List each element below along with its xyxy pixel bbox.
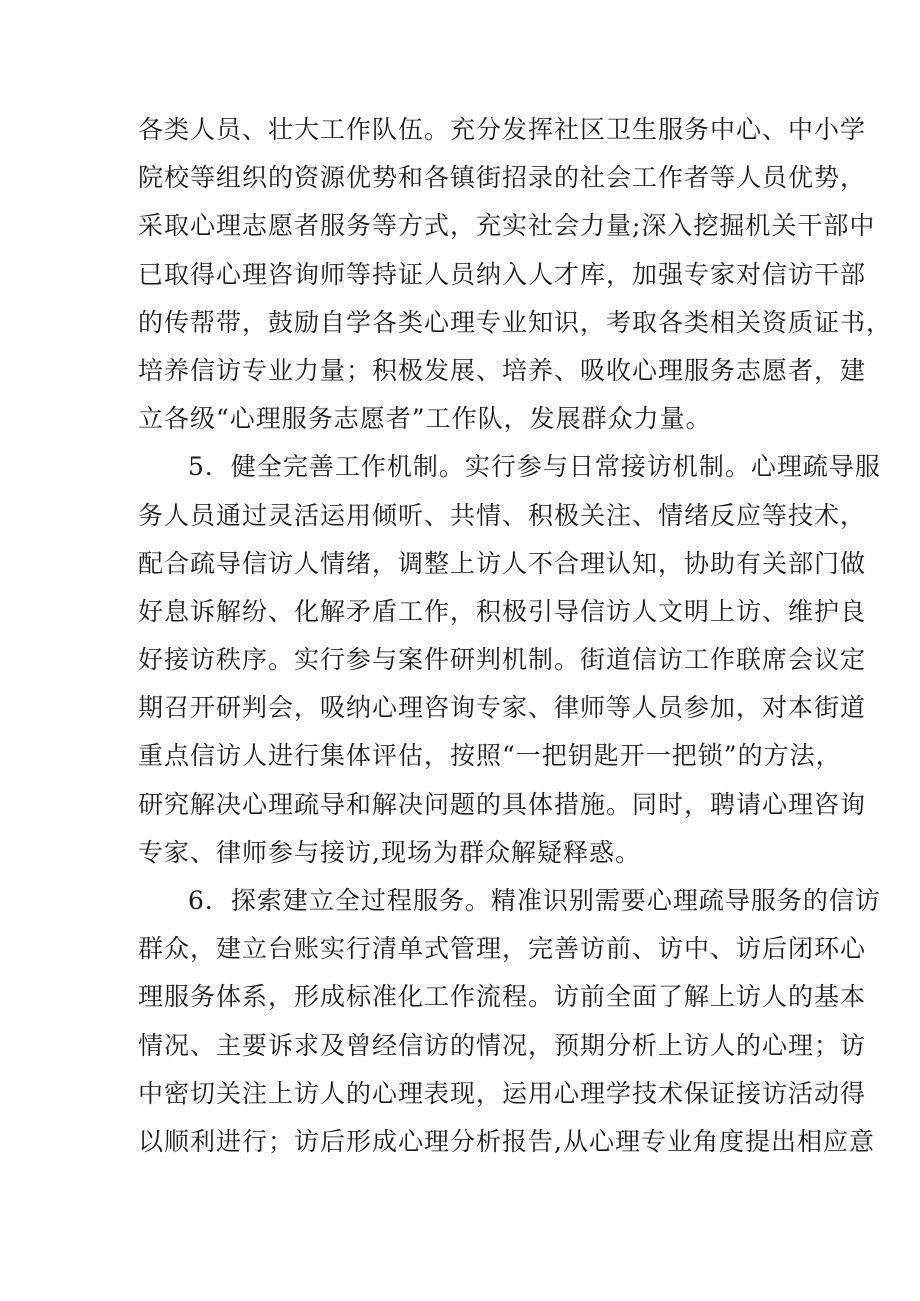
text-line: 研究解决心理疏导和解决问题的具体措施。同时，聘请心理咨询 (138, 789, 867, 819)
paragraph-5-heading-line: 5．健全完善工作机制。实行参与日常接访机制。心理疏导服 (188, 452, 881, 482)
text-line: 务人员通过灵活运用倾听、共情、积极关注、情绪反应等技术， (138, 500, 867, 530)
text-line: 配合疏导信访人情绪，调整上访人不合理认知，协助有关部门做 (138, 548, 867, 578)
text-line: 的传帮带，鼓励自学各类心理专业知识，考取各类相关资质证书， (138, 307, 893, 337)
text-line: 群众，建立台账实行清单式管理，完善访前、访中、访后闭环心 (138, 934, 867, 964)
text-line: 期召开研判会，吸纳心理咨询专家、律师等人员参加，对本街道 (138, 693, 867, 723)
text-line: 已取得心理咨询师等持证人员纳入人才库，加强专家对信访干部 (138, 259, 867, 289)
text-line: 情况、主要诉求及曾经信访的情况，预期分析上访人的心理；访 (138, 1030, 867, 1060)
text-line: 以顺利进行；访后形成心理分析报告,从心理专业角度提出相应意 (138, 1126, 875, 1156)
text-line: 重点信访人进行集体评估，按照“一把钥匙开一把锁”的方法， (138, 741, 842, 771)
text-line: 中密切关注上访人的心理表现，运用心理学技术保证接访活动得 (138, 1078, 867, 1108)
text-line: 好息诉解纷、化解矛盾工作，积极引导信访人文明上访、维护良 (138, 596, 867, 626)
text-line: 专家、律师参与接访,现场为群众解疑释惑。 (138, 837, 641, 867)
text-line: 院校等组织的资源优势和各镇街招录的社会工作者等人员优势， (138, 163, 867, 193)
paragraph-6-heading-line: 6．探索建立全过程服务。精准识别需要心理疏导服务的信访 (188, 886, 881, 915)
text-line: 采取心理志愿者服务等方式，充实社会力量;深入挖掘机关干部中 (138, 211, 876, 241)
text-line: 各类人员、壮大工作队伍。充分发挥社区卫生服务中心、中小学 (138, 115, 867, 144)
text-line: 培养信访专业力量；积极发展、培养、吸收心理服务志愿者，建 (138, 355, 867, 385)
text-line: 好接访秩序。实行参与案件研判机制。街道信访工作联席会议定 (138, 645, 867, 675)
text-line: 理服务体系，形成标准化工作流程。访前全面了解上访人的基本 (138, 982, 867, 1012)
body-text (138, 106, 893, 1166)
text-line: 立各级“心理服务志愿者”工作队，发展群众力量。 (138, 404, 712, 434)
